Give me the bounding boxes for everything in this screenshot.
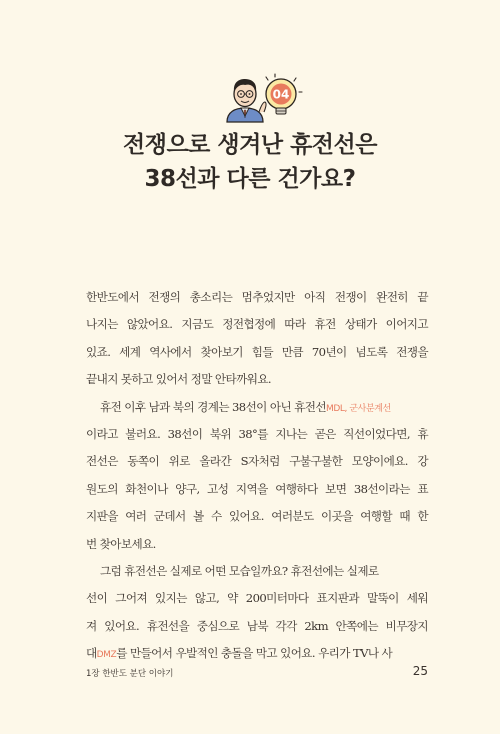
paragraph-1-line-3: 있죠. 세계 역사에서 찾아보기 힘들 만큼 70년이 넘도록 전쟁을 — [86, 344, 428, 359]
paragraph-3-line-2: 선이 그어져 있지는 않고, 약 200미터마다 표지판과 말뚝이 세워 — [86, 591, 428, 606]
paragraph-3-line-3: 져 있어요. 휴전선을 중심으로 남북 각각 2km 안쪽에는 비무장지 — [86, 618, 428, 633]
paragraph-1-line-2: 나지는 않았어요. 지금도 정전협정에 따라 휴전 상태가 이어지고 — [86, 317, 428, 332]
paragraph-2-line-3: 전선은 동쪽이 위로 올라간 S자처럼 구불구불한 모양이에요. 강 — [86, 454, 428, 469]
paragraph-3-line-4 — [86, 640, 428, 667]
chapter-number-badge: 04 — [272, 87, 290, 102]
footer-chapter-label: 1장 한반도 분단 이야기 — [86, 669, 174, 679]
paragraph-2-line-2: 이라고 불러요. 38선이 북위 38°를 지나는 곧은 직선이었다면, 휴 — [86, 426, 428, 441]
paragraph-1-line-4: 끝내지 못하고 있어서 정말 안타까워요. — [86, 372, 272, 387]
annotation-dmz: DMZ — [96, 650, 117, 661]
page-title — [0, 128, 500, 196]
paragraph-3-line-4-pre: 대 — [86, 646, 97, 661]
chapter-illustration — [223, 72, 303, 124]
paragraph-2-line-4: 원도의 화천이나 양구, 고성 지역을 여행하다 보면 38선이라는 표 — [86, 481, 428, 496]
paragraph-3-line-4-post: 를 만들어서 우발적인 충돌을 막고 있어요. 우리가 TV나 사 — [116, 646, 393, 661]
man-with-lightbulb-icon — [223, 72, 303, 124]
paragraph-2-line-5: 지판을 여러 군데서 볼 수 있어요. 여러분도 이곳을 여행할 때 한 — [86, 509, 428, 524]
page-title-line-1: 전쟁으로 생겨난 휴전선은 — [123, 132, 377, 158]
paragraph-1-line-1: 한반도에서 전쟁의 총소리는 멈추었지만 아직 전쟁이 완전히 끝 — [86, 290, 428, 304]
body-text — [86, 284, 428, 667]
page-title-line-2: 38선과 다른 건가요? — [144, 166, 356, 192]
paragraph-2-line-1 — [86, 394, 428, 421]
annotation-mdl: MDL, 군사분계선 — [325, 403, 391, 414]
page-number: 25 — [412, 664, 428, 678]
paragraph-3-line-1: 그럼 휴전선은 실제로 어떤 모습일까요? 휴전선에는 실제로 — [100, 563, 379, 578]
paragraph-2-line-6: 번 찾아보세요. — [86, 536, 156, 551]
paragraph-2-line-1-text: 휴전 이후 남과 북의 경계는 38선이 아닌 휴전선 — [100, 399, 326, 414]
